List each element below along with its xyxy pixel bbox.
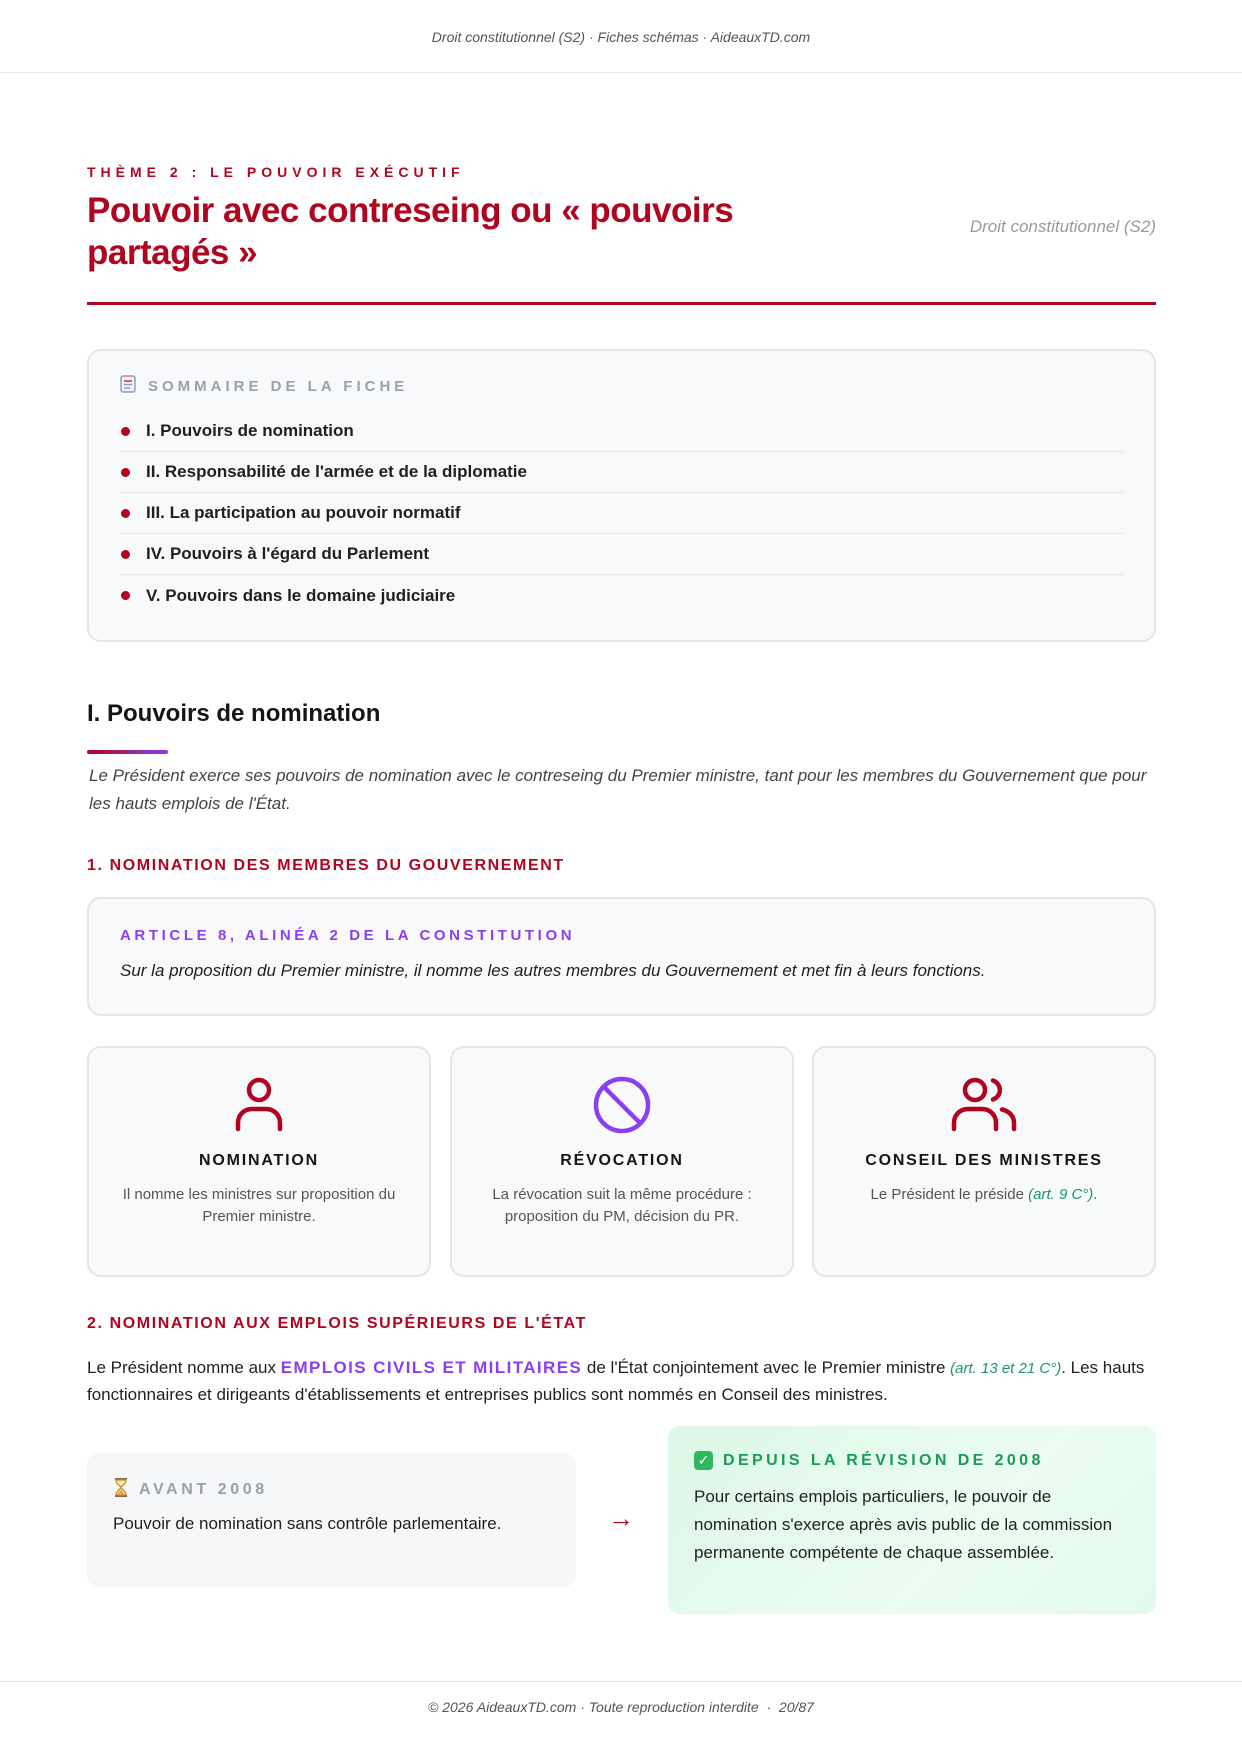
article-text: Sur la proposition du Premier ministre, il nomme les autres membres du Gouvernement et met fin à leurs fonctions. xyxy=(120,961,986,980)
document-list-icon xyxy=(120,375,136,398)
card-title: NOMINATION xyxy=(199,1152,319,1169)
before-text: Pouvoir de nomination sans contrôle parlementaire. xyxy=(113,1514,502,1533)
highlight-keyword: EMPLOIS CIVILS ET MILITAIRES xyxy=(280,1358,583,1377)
summary-item-label: II. Responsabilité de l'armée et de la diplomatie xyxy=(146,462,527,481)
subsection-paragraph: Le Président nomme aux EMPLOIS CIVILS ET MILITAIRES de l'État conjointement avec le Premier ministre (art. 13 et 21 C°). Les hauts fonctionnaires et dirigeants d'établissements et entreprises publics sont nommés en Conseil des ministres. xyxy=(87,1358,1145,1404)
theme-label: THÈME 2 : LE POUVOIR EXÉCUTIF xyxy=(87,164,465,180)
bullet-dot xyxy=(121,427,130,436)
bullet-dot xyxy=(121,468,130,477)
summary-list xyxy=(120,411,1123,616)
section-accent-bar xyxy=(87,750,168,754)
footer-text: © 2026 AideauxTD.com · Toute reproduction interdite · 20/87 xyxy=(428,1699,814,1715)
before-label: AVANT 2008 xyxy=(139,1481,268,1498)
page-header xyxy=(0,0,1242,73)
card-revocation xyxy=(450,1046,794,1277)
summary-item-label: V. Pouvoirs dans le domaine judiciaire xyxy=(146,585,456,605)
after-label: DEPUIS LA RÉVISION DE 2008 xyxy=(723,1451,1044,1469)
card-title: CONSEIL DES MINISTRES xyxy=(865,1152,1103,1169)
check-icon: ✓ xyxy=(694,1451,713,1470)
arrow-right-icon: → xyxy=(608,1502,634,1533)
subsection-title: 2. NOMINATION AUX EMPLOIS SUPÉRIEURS DE L'ÉTAT xyxy=(87,1315,587,1332)
person-icon xyxy=(89,1076,429,1134)
prohibited-icon xyxy=(452,1076,792,1134)
summary-item[interactable] xyxy=(120,575,1123,616)
title-divider xyxy=(87,302,1156,305)
summary-title: SOMMAIRE DE LA FICHE xyxy=(148,378,409,395)
summary-item-label: III. La participation au pouvoir normatif xyxy=(146,503,461,522)
summary-item[interactable] xyxy=(120,493,1123,534)
bullet-dot xyxy=(121,509,130,518)
header-text: Droit constitutionnel (S2) · Fiches schémas · AideauxTD.com xyxy=(431,29,811,45)
page-title: Pouvoir avec contreseing ou « pouvoirs partagés » xyxy=(87,191,734,272)
summary-box xyxy=(87,349,1156,642)
since-2008-box xyxy=(668,1426,1156,1614)
summary-header xyxy=(120,375,408,398)
after-text: Pour certains emplois particuliers, le pouvoir de nomination s'exerce après avis public de la commission permanente compétente de chaque assemblée. xyxy=(694,1487,1113,1562)
section-intro: Le Président exerce ses pouvoirs de nomination avec le contreseing du Premier ministre, tant pour les membres du Gouvernement que pour les hauts emplois de l'État. xyxy=(89,766,1147,813)
summary-item-label: I. Pouvoirs de nomination xyxy=(146,421,354,440)
card-text: La révocation suit la même procédure : proposition du PM, décision du PR. xyxy=(492,1186,752,1225)
before-2008-box xyxy=(87,1453,576,1587)
card-text: Le Président le préside (art. 9 C°). xyxy=(870,1186,1098,1203)
card-conseil-des-ministres xyxy=(812,1046,1156,1277)
summary-item[interactable] xyxy=(120,411,1123,452)
summary-item[interactable] xyxy=(120,452,1123,493)
article-reference: (art. 9 C°) xyxy=(1028,1186,1094,1203)
article-reference: (art. 13 et 21 C°) xyxy=(950,1360,1062,1377)
section-title: I. Pouvoirs de nomination xyxy=(87,700,381,727)
card-nomination xyxy=(87,1046,431,1277)
article-quote-box xyxy=(87,897,1156,1016)
bullet-dot xyxy=(121,550,130,559)
summary-item-label: IV. Pouvoirs à l'égard du Parlement xyxy=(146,544,430,563)
page-footer xyxy=(0,1681,1242,1754)
hourglass-icon xyxy=(113,1478,129,1502)
group-icon xyxy=(814,1076,1154,1134)
subject-label: Droit constitutionnel (S2) xyxy=(969,217,1156,236)
article-label: ARTICLE 8, ALINÉA 2 DE LA CONSTITUTION xyxy=(120,927,576,944)
card-title: RÉVOCATION xyxy=(560,1152,684,1169)
subsection-title: 1. NOMINATION DES MEMBRES DU GOUVERNEMENT xyxy=(87,857,565,874)
card-text: Il nomme les ministres sur proposition du Premier ministre. xyxy=(122,1186,396,1225)
summary-item[interactable] xyxy=(120,534,1123,575)
bullet-dot xyxy=(121,591,130,600)
